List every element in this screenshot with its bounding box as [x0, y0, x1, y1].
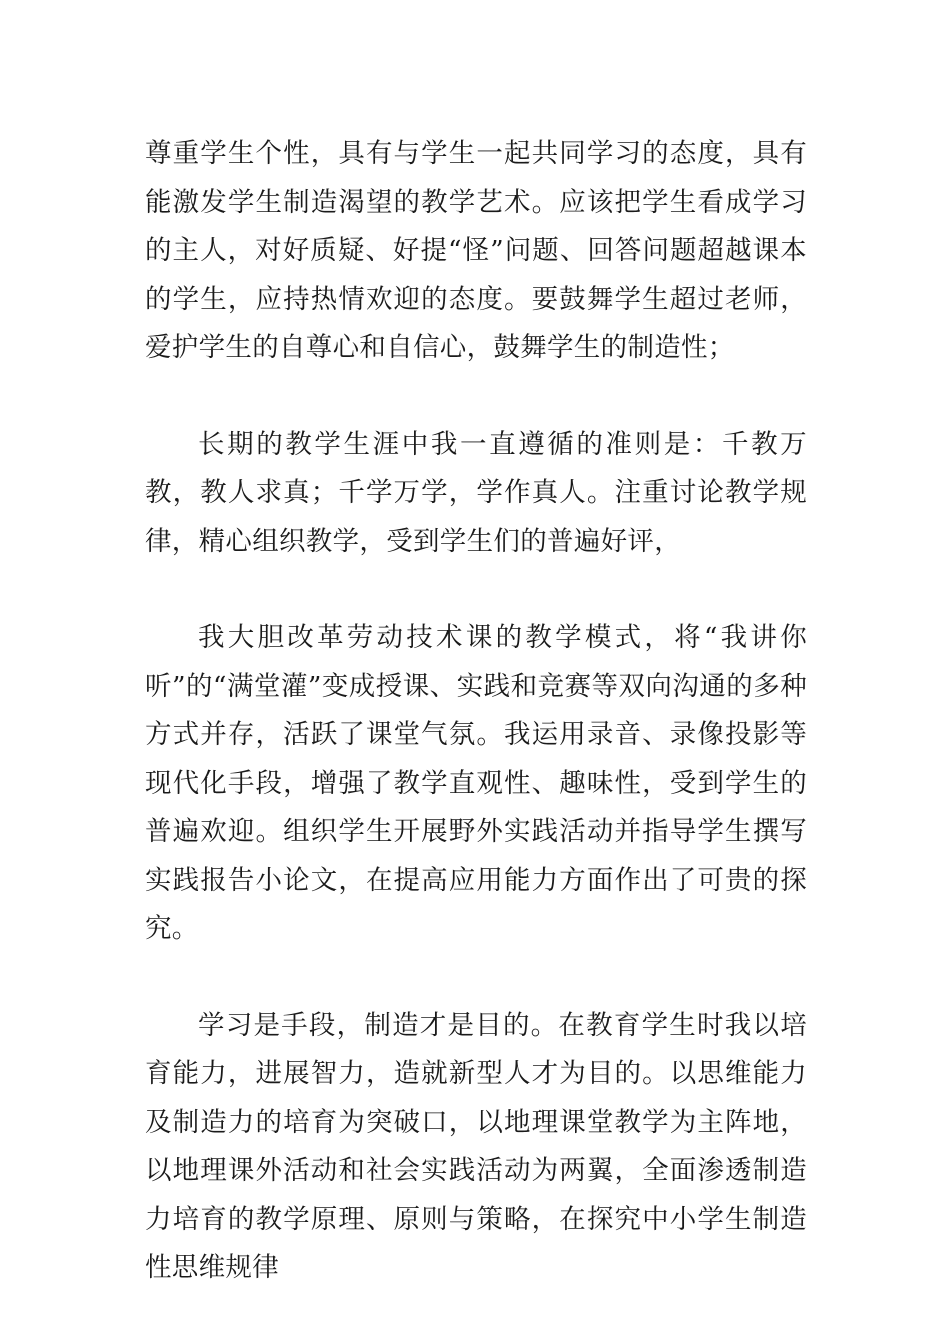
paragraph-4: 学习是手段，制造才是目的。在教育学生时我以培育能力，进展智力，造就新型人才为目的。以思维能力及制造力的培育为突破口，以地理课堂教学为主阵地，以地理课外活动和社会实践活动为两翼，全面渗透制造力培育的教学原理、原则与策略，在探究中小学生制造性思维规律	[145, 1009, 807, 1283]
document-body	[145, 130, 807, 1293]
paragraph-2: 长期的教学生涯中我一直遵循的准则是：千教万教，教人求真；千学万学，学作真人。注重讨论教学规律，精心组织教学，受到学生们的普遍好评，	[145, 428, 807, 557]
paragraph-3: 我大胆改革劳动技术课的教学模式，将“我讲你听”的“满堂灌”变成授课、实践和竞赛等双向沟通的多种方式并存，活跃了课堂气氛。我运用录音、录像投影等现代化手段，增强了教学直观性、趣味性，受到学生的普遍欢迎。组织学生开展野外实践活动并指导学生撰写实践报告小论文，在提高应用能力方面作出了可贵的探究。	[145, 622, 807, 944]
paragraph-1: 尊重学生个性，具有与学生一起共同学习的态度，具有能激发学生制造渴望的教学艺术。应该把学生看成学习的主人，对好质疑、好提“怪”问题、回答问题超越课本的学生，应持热情欢迎的态度。要鼓舞学生超过老师，爱护学生的自尊心和自信心，鼓舞学生的制造性；	[145, 138, 807, 363]
